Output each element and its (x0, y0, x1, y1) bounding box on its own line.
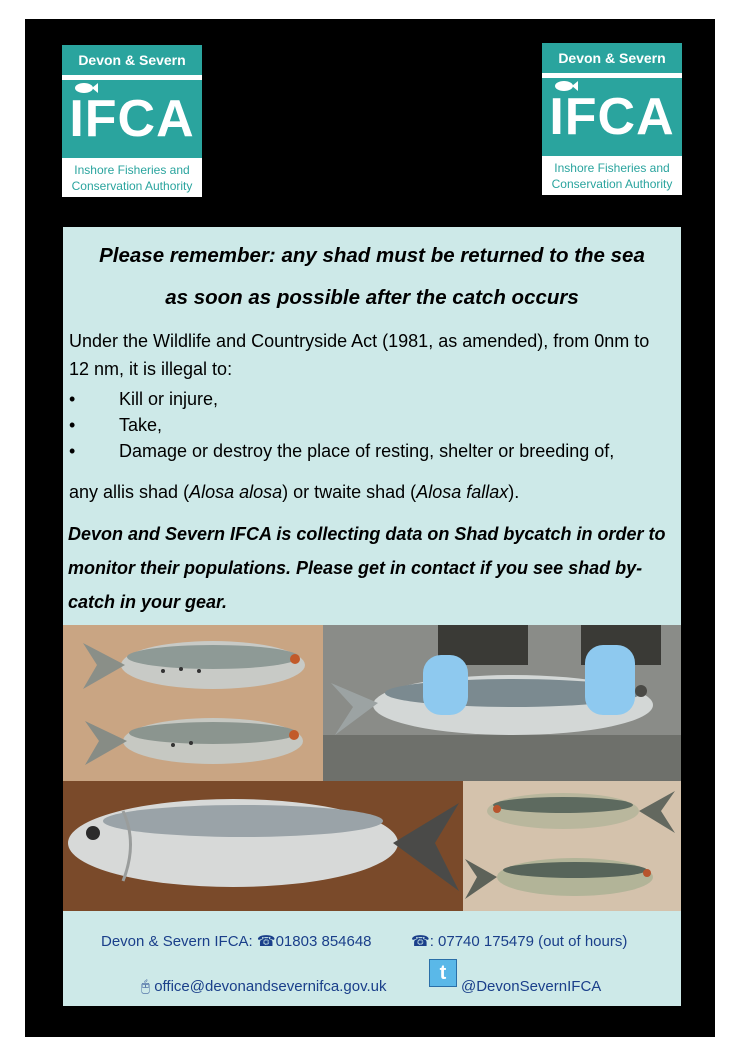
bycatch-callout: Devon and Severn IFCA is collecting data on Shad bycatch in order to monitor their populations. Please get in contact if you see shad by-catch in your gear. (68, 524, 666, 612)
mouse-icon: 🖰 (141, 978, 151, 995)
twitter-icon: t (429, 959, 457, 987)
office-phone: Devon & Severn IFCA: ☎01803 854648 (101, 933, 372, 950)
poster-background (25, 19, 715, 1037)
phone-icon: ☎ (411, 933, 430, 950)
prohibited-list (69, 386, 679, 464)
twitter-handle[interactable]: @DevonSevernIFCA (461, 978, 602, 995)
logo-top-text: Devon & Severn (542, 43, 682, 73)
bullet-icon: • (69, 389, 76, 409)
email-link[interactable]: 🖰 office@devonandsevernifca.gov.uk (141, 978, 387, 995)
list-item: • Kill or injure, (69, 386, 679, 412)
ifca-logo-right (542, 43, 682, 195)
logo-subtitle: Inshore Fisheries and Conservation Authority (71, 163, 193, 193)
bullet-icon: • (69, 441, 76, 461)
logo-mark: IFCA (69, 90, 195, 148)
legal-intro: Under the Wildlife and Countryside Act (1981, as amended), from 0nm to 12 nm, it is illegal to: (69, 331, 650, 379)
photo-shad-in-hands (323, 625, 681, 781)
photo-two-shad-board (63, 625, 323, 781)
ifca-logo-left (62, 45, 202, 197)
logo-subtitle: Inshore Fisheries and Conservation Authority (551, 161, 673, 191)
photo-two-shad-pale (463, 781, 681, 911)
contact-bar (63, 911, 681, 1006)
shad-photo-collage (63, 625, 681, 911)
list-item: • Take, (69, 412, 679, 438)
logo-top-text: Devon & Severn (62, 45, 202, 75)
logo-mark: IFCA (549, 88, 675, 146)
notice-headline: Please remember: any shad must be returned to the sea as soon as possible after the catch occurs (99, 244, 645, 309)
phone-icon: ☎ (256, 933, 276, 950)
photo-large-shad-wood (63, 781, 463, 911)
notice-panel (63, 227, 681, 629)
out-of-hours-phone: ☎: 07740 175479 (out of hours) (411, 933, 628, 950)
list-item: • Damage or destroy the place of resting, shelter or breeding of, (69, 438, 679, 464)
species-line: any allis shad (Alosa alosa) or twaite shad (Alosa fallax). (69, 482, 520, 502)
bullet-icon: • (69, 415, 76, 435)
